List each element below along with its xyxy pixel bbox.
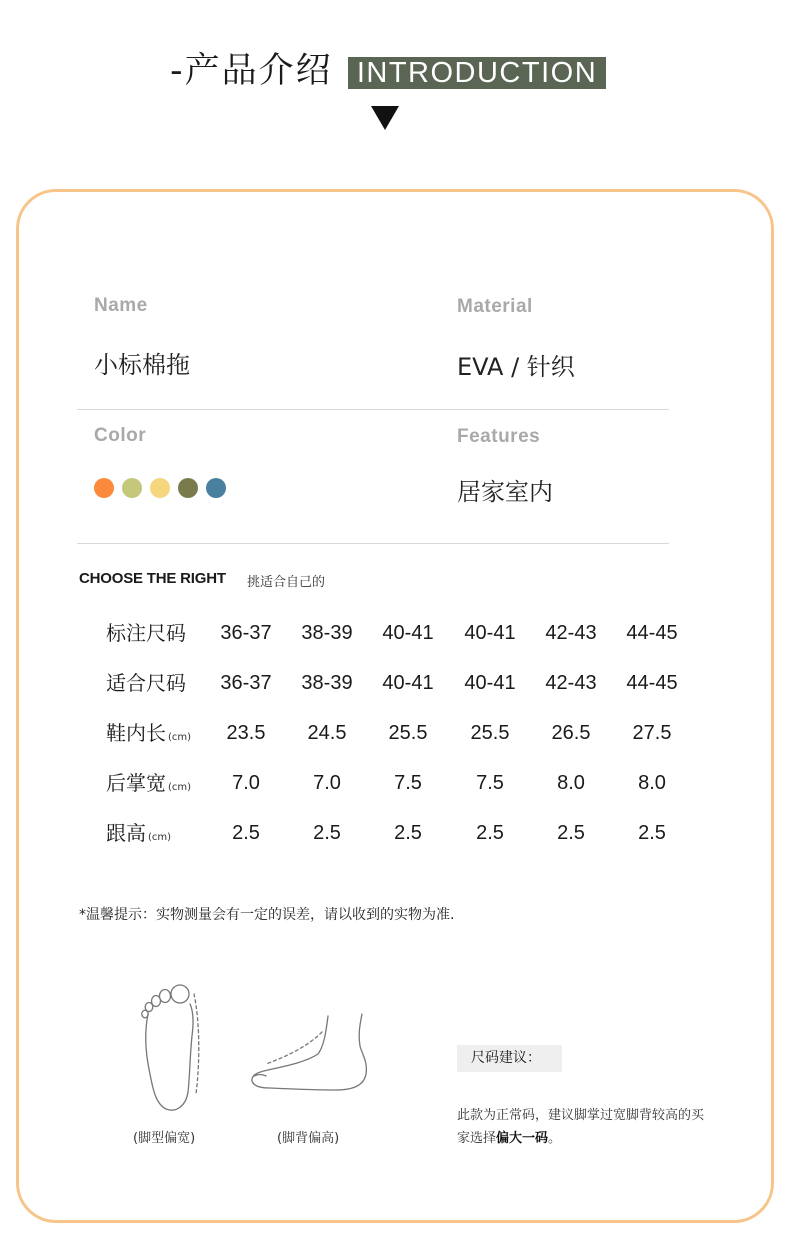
size-row-label xyxy=(106,669,186,697)
size-chart-subheading: 挑适合自己的 xyxy=(247,575,326,590)
size-row-label xyxy=(106,769,191,802)
size-cell: 44-45 xyxy=(626,672,678,694)
size-row-label-text: 鞋内长 xyxy=(106,721,166,745)
size-cell: 2.5 xyxy=(476,822,504,844)
size-table-row xyxy=(0,669,790,699)
size-cell: 2.5 xyxy=(313,822,341,844)
size-cell: 42-43 xyxy=(545,622,597,644)
size-cell: 40-41 xyxy=(464,622,516,644)
size-table-row xyxy=(0,719,790,749)
size-cell: 2.5 xyxy=(232,822,260,844)
divider xyxy=(77,409,669,410)
color-swatch[interactable] xyxy=(178,478,198,498)
name-label: Name xyxy=(94,295,148,316)
size-cell: 40-41 xyxy=(464,672,516,694)
advice-text-suffix: 。 xyxy=(548,1131,562,1146)
header-title-en: INTRODUCTION xyxy=(348,57,606,89)
color-swatches xyxy=(94,478,226,498)
size-cell: 7.5 xyxy=(394,772,422,794)
high-instep-caption: (脚背偏高) xyxy=(277,1131,340,1146)
wide-foot-caption: (脚型偏宽) xyxy=(133,1131,196,1146)
size-cell: 25.5 xyxy=(388,722,428,744)
color-swatch[interactable] xyxy=(150,478,170,498)
size-cell: 2.5 xyxy=(394,822,422,844)
features-label: Features xyxy=(457,426,541,447)
high-instep-foot-icon xyxy=(248,1012,372,1094)
size-cell: 25.5 xyxy=(470,722,510,744)
size-table-row xyxy=(0,769,790,799)
color-swatch[interactable] xyxy=(206,478,226,498)
advice-text-prefix: 此款为正常码，建议脚掌过宽脚背较高的买家选择 xyxy=(457,1108,705,1146)
size-row-label xyxy=(106,619,186,647)
size-cell: 40-41 xyxy=(382,672,434,694)
divider xyxy=(77,543,669,544)
size-row-label xyxy=(106,719,191,752)
section-header xyxy=(0,50,790,94)
size-cell: 27.5 xyxy=(632,722,672,744)
size-cell: 40-41 xyxy=(382,622,434,644)
size-cell: 8.0 xyxy=(638,772,666,794)
size-table-row xyxy=(0,619,790,649)
size-row-unit: (cm) xyxy=(148,832,172,843)
size-cell: 36-37 xyxy=(220,672,272,694)
size-cell: 7.0 xyxy=(313,772,341,794)
size-row-unit: (cm) xyxy=(168,782,192,793)
size-cell: 23.5 xyxy=(226,722,266,744)
material-label: Material xyxy=(457,296,533,317)
size-advice-title: 尺码建议： xyxy=(457,1045,562,1072)
size-table-row xyxy=(0,819,790,849)
advice-text-bold: 偏大一码 xyxy=(496,1131,549,1146)
size-chart-heading: CHOOSE THE RIGHT xyxy=(79,570,226,587)
color-swatch[interactable] xyxy=(122,478,142,498)
size-cell: 42-43 xyxy=(545,672,597,694)
color-swatch[interactable] xyxy=(94,478,114,498)
size-row-label xyxy=(106,819,171,852)
size-cell: 26.5 xyxy=(551,722,591,744)
down-arrow-icon xyxy=(371,106,399,130)
measurement-notice: *温馨提示：实物测量会有一定的误差，请以收到的实物为准. xyxy=(79,907,455,923)
size-advice-text xyxy=(457,1104,707,1150)
size-row-label-text: 后掌宽 xyxy=(106,771,166,795)
wide-foot-icon xyxy=(138,982,204,1114)
size-row-unit: (cm) xyxy=(168,732,192,743)
material-value: EVA / 针织 xyxy=(457,353,575,381)
size-cell: 36-37 xyxy=(220,622,272,644)
size-cell: 2.5 xyxy=(557,822,585,844)
size-cell: 8.0 xyxy=(557,772,585,794)
size-row-label-text: 适合尺码 xyxy=(106,671,186,695)
size-cell: 44-45 xyxy=(626,622,678,644)
size-row-label-text: 跟高 xyxy=(106,821,146,845)
size-cell: 38-39 xyxy=(301,672,353,694)
color-label: Color xyxy=(94,425,147,446)
size-cell: 2.5 xyxy=(638,822,666,844)
size-cell: 7.0 xyxy=(232,772,260,794)
features-value: 居家室内 xyxy=(457,478,553,506)
size-cell: 38-39 xyxy=(301,622,353,644)
size-cell: 24.5 xyxy=(307,722,347,744)
name-value: 小标棉拖 xyxy=(94,351,190,379)
header-title-cn: -产品介绍 xyxy=(170,51,333,91)
size-cell: 7.5 xyxy=(476,772,504,794)
size-row-label-text: 标注尺码 xyxy=(106,621,186,645)
